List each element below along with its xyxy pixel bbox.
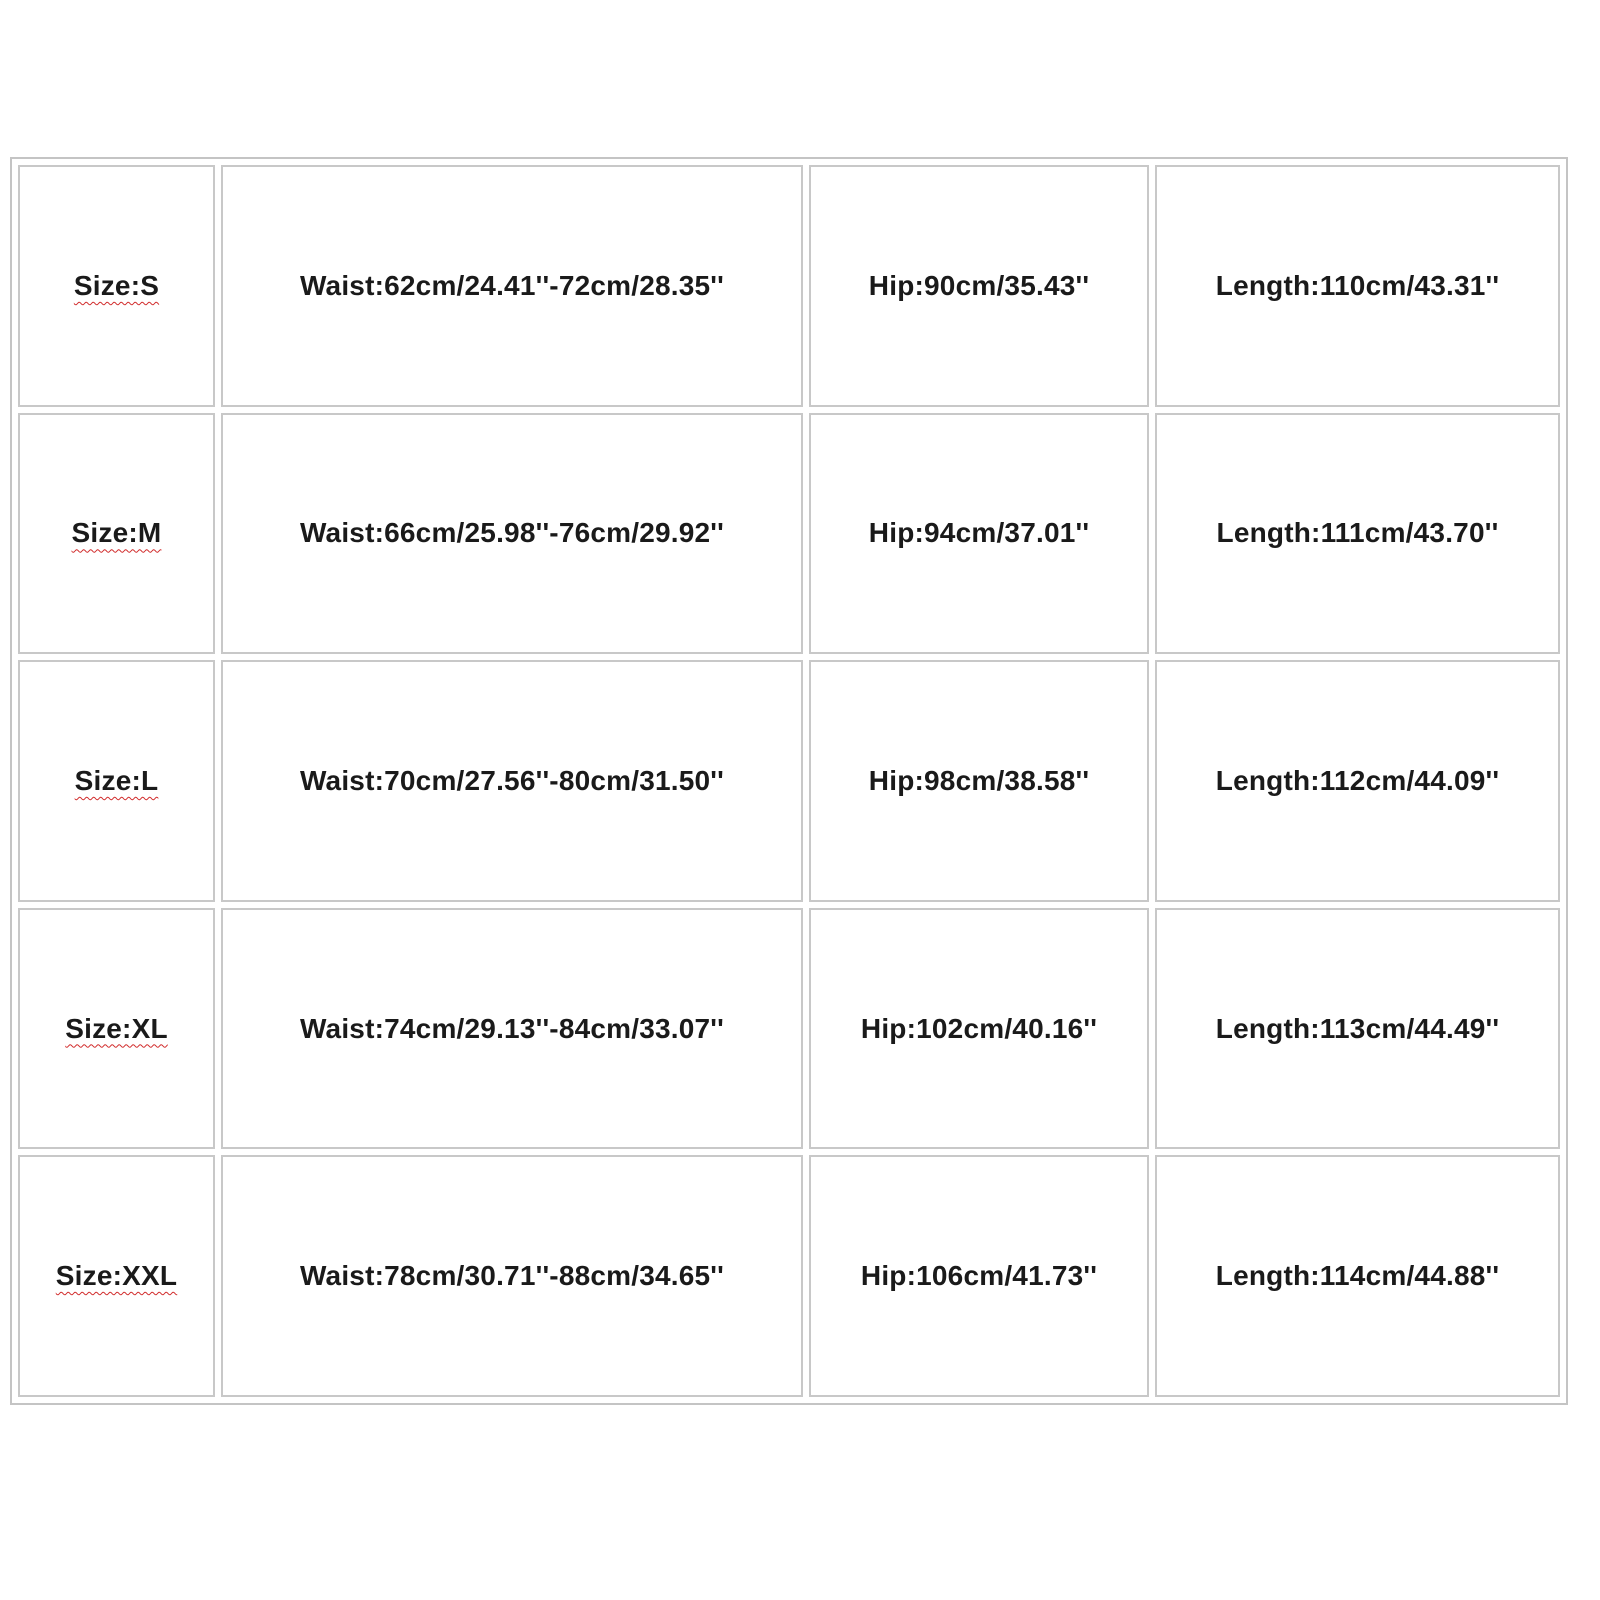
size-chart-table	[10, 157, 1568, 1405]
size-label: Size:L	[74, 764, 159, 796]
hip-cell: Hip:94cm/37.01''	[809, 413, 1149, 655]
size-cell	[18, 908, 215, 1150]
hip-cell: Hip:106cm/41.73''	[809, 1155, 1149, 1397]
table-row	[18, 660, 1560, 902]
waist-cell: Waist:74cm/29.13''-84cm/33.07''	[221, 908, 803, 1150]
size-label: Size:XXL	[55, 1260, 178, 1292]
length-cell: Length:110cm/43.31''	[1155, 165, 1560, 407]
size-cell	[18, 413, 215, 655]
length-cell: Length:113cm/44.49''	[1155, 908, 1560, 1150]
waist-cell: Waist:66cm/25.98''-76cm/29.92''	[221, 413, 803, 655]
size-label: Size:S	[73, 269, 160, 301]
length-cell: Length:111cm/43.70''	[1155, 413, 1560, 655]
table-row	[18, 165, 1560, 407]
size-cell	[18, 660, 215, 902]
waist-cell: Waist:78cm/30.71''-88cm/34.65''	[221, 1155, 803, 1397]
length-cell: Length:112cm/44.09''	[1155, 660, 1560, 902]
table-row	[18, 413, 1560, 655]
length-cell: Length:114cm/44.88''	[1155, 1155, 1560, 1397]
hip-cell: Hip:98cm/38.58''	[809, 660, 1149, 902]
waist-cell: Waist:70cm/27.56''-80cm/31.50''	[221, 660, 803, 902]
size-label: Size:M	[71, 517, 162, 549]
waist-cell: Waist:62cm/24.41''-72cm/28.35''	[221, 165, 803, 407]
hip-cell: Hip:102cm/40.16''	[809, 908, 1149, 1150]
hip-cell: Hip:90cm/35.43''	[809, 165, 1149, 407]
table-row	[18, 1155, 1560, 1397]
table-row	[18, 908, 1560, 1150]
size-cell	[18, 165, 215, 407]
size-cell	[18, 1155, 215, 1397]
size-label: Size:XL	[65, 1012, 168, 1044]
